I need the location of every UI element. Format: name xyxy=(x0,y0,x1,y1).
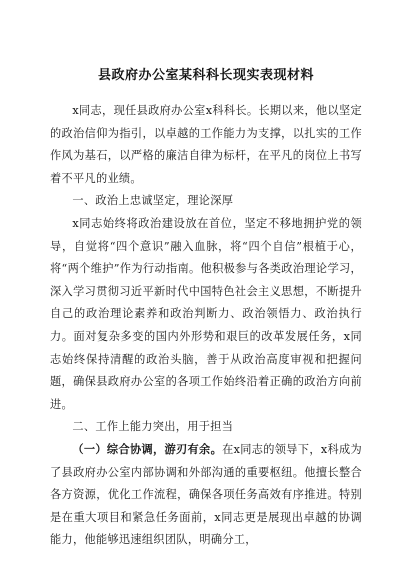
subsection-1-paragraph xyxy=(50,439,362,552)
document-title: 县政府办公室某科科长现实表现材料 xyxy=(97,68,314,83)
intro-paragraph: x同志，现任县政府办公室x科科长。长期以来，他以坚定的政治信仰为指引，以卓越的工作能力为支撑，以扎实的工作作风为基石，以严格的廉洁自律为标杆，在平凡的岗位上书写着不平凡的业绩。 xyxy=(50,104,362,185)
subsection-1-lead: （一）综合协调，游刃有余。 xyxy=(72,442,223,456)
section-1-body: x同志始终将政治建设放在首位，坚定不移地拥护党的领导，自觉将“四个意识”融入血脉，将“四个自信”根植于心，将“两个维护”作为行动指南。他积极参与各类政治理论学习，深入学习贯彻习近平新时代中国特色社会主义思想，不断提升自己的政治理论素养和政治判断力、政治领悟力、政治执行力。面对复杂多变的国内外形势和艰巨的改革发展任务，x同志始终保持清醒的政治头脑，善于从政治高度审视和把握问题，确保县政府办公室的各项工作始终沿着正确的政治方向前进。 xyxy=(50,216,362,411)
section-1-heading: 一、政治上忠诚坚定，理论深厚 xyxy=(72,194,234,208)
subsection-1-body: 在x同志的领导下，x科成为了县政府办公室内部协调和外部沟通的重要枢纽。他擅长整合各方资源，优化工作流程，确保各项任务高效有序推进。特别是在重大项目和紧急任务面前，x同志更是展现出卓越的协调能力，他能够迅速组织团队，明确分工， xyxy=(50,442,362,547)
section-2-heading: 二、工作上能力突出，用于担当 xyxy=(72,420,234,434)
